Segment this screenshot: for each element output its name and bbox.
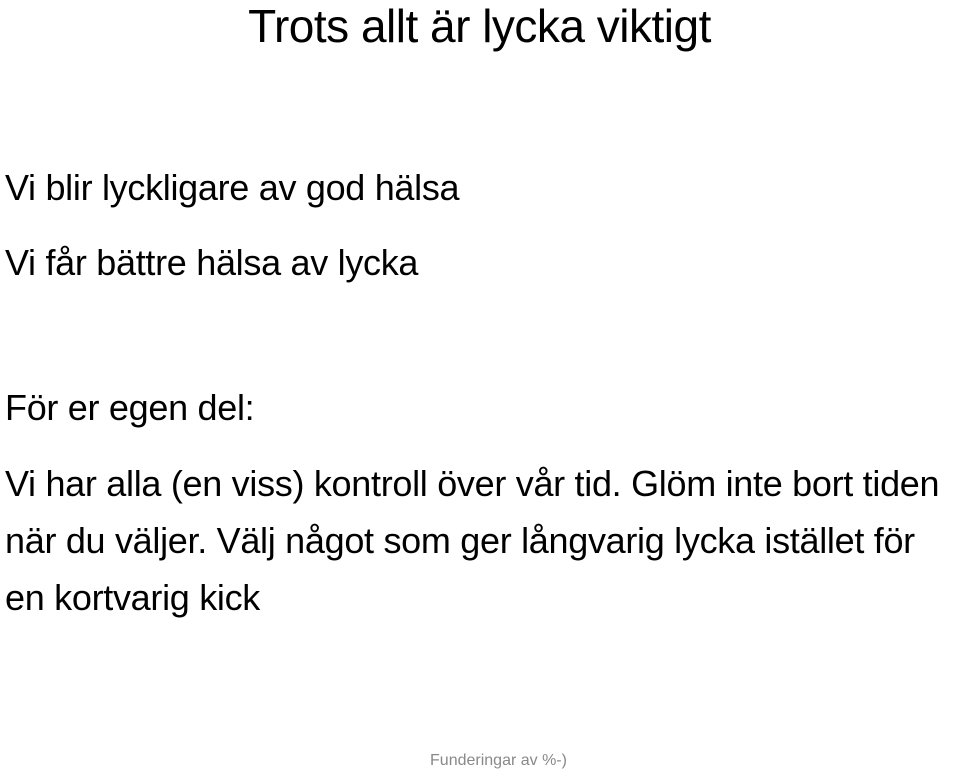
- slide-footer: Funderingar av %-): [430, 752, 567, 769]
- slide-title: Trots allt är lycka viktigt: [248, 0, 711, 52]
- text-line-happiness: Vi får bättre hälsa av lycka: [5, 242, 419, 283]
- text-line-health: Vi blir lyckligare av god hälsa: [5, 167, 460, 208]
- text-paragraph-time: Vi har alla (en viss) kontroll över vår tid. Glöm inte bort tiden när du väljer. Välj något som ger långvarig lycka istället för en kortvarig kick: [5, 463, 940, 618]
- text-line-own-part: För er egen del:: [5, 387, 255, 428]
